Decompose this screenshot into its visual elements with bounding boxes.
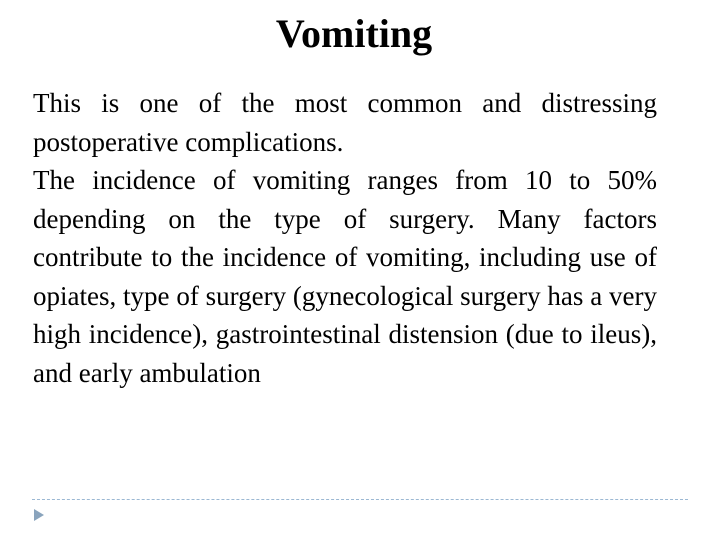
body-paragraph-1: This is one of the most common and distressing postoperative complications. (33, 88, 657, 157)
body-paragraph-2: The incidence of vomiting ranges from 10 to 50% depending on the type of surgery. Many factors contribute to the incidence of vomiting, including use of opiates, type of surgery (gynecological surgery has a very high incidence), gastrointestinal distension (due to ileus), and early ambulation (33, 165, 657, 388)
triangle-arrow-icon (33, 508, 45, 522)
slide-body (33, 84, 657, 392)
slide-title: Vomiting (275, 11, 433, 56)
footer-divider (32, 499, 688, 500)
